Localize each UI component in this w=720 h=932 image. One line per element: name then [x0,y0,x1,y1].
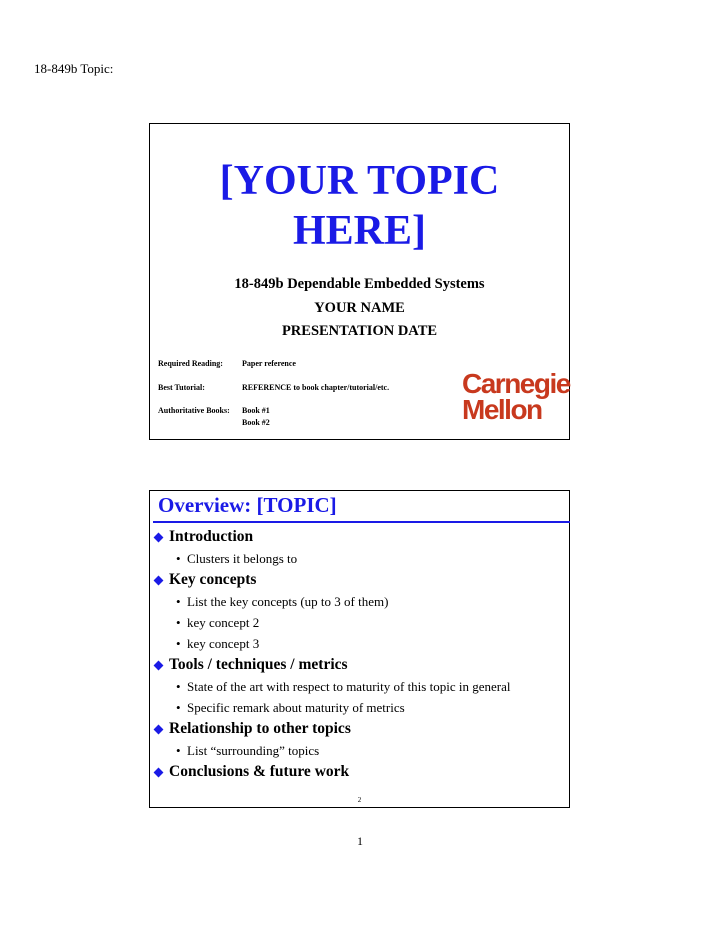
logo-line-1: Carnegie [462,368,570,399]
overview-title: Overview: [TOPIC] [158,493,337,517]
sub-bullet-text: List the key concepts (up to 3 of them) [187,594,389,609]
bullet-item [153,762,566,784]
ref-label: Required Reading: [158,359,223,368]
bullet-item [153,719,566,741]
presenter-name: YOUR NAME [314,300,405,316]
bullet-item [153,655,566,677]
bullet-item [153,570,566,592]
bullet-text: Introduction [169,528,254,545]
dot-icon: • [176,743,181,758]
course-name: 18-849b Dependable Embedded Systems [234,276,485,292]
sub-bullet-text: Specific remark about maturity of metrics [187,700,405,715]
title-slide [149,123,570,440]
ref-value: Book #2 [242,418,270,427]
carnegie-mellon-logo [462,368,570,425]
sub-bullet-item [153,677,566,698]
bullet-item [153,527,566,549]
ref-label: Authoritative Books: [158,406,230,415]
dot-icon: • [176,636,181,651]
sub-bullet-item [153,741,566,762]
sub-bullet-item [153,698,566,719]
sub-bullet-item [153,592,566,613]
ref-value: Book #1 [242,406,270,415]
bullet-text: Key concepts [169,571,257,588]
slide-page-number: 2 [357,796,362,804]
diamond-icon [154,533,164,543]
overview-slide [149,490,570,808]
dot-icon: • [176,551,181,566]
diamond-icon [154,768,164,778]
bullet-text: Relationship to other topics [169,720,351,737]
sub-bullet-text: key concept 2 [187,615,260,630]
dot-icon: • [176,615,181,630]
sub-bullet-item [153,634,566,655]
slide-title-line-2: HERE] [292,208,426,254]
page-footer: 1 [357,834,363,848]
dot-icon: • [176,700,181,715]
diamond-icon [154,576,164,586]
page-header: 18-849b Topic: [34,61,114,76]
ref-label: Best Tutorial: [158,383,205,392]
sub-bullet-item [153,613,566,634]
slide-title-line-1: [YOUR TOPIC [219,158,500,204]
ref-value: Paper reference [242,359,296,368]
sub-bullet-text: Clusters it belongs to [187,551,298,566]
ref-value: REFERENCE to book chapter/tutorial/etc. [242,383,390,392]
bullet-text: Tools / techniques / metrics [169,656,348,673]
dot-icon: • [176,679,181,694]
presentation-date: PRESENTATION DATE [281,323,438,339]
sub-bullet-text: State of the art with respect to maturity of this topic in general [187,679,511,694]
slide-title [150,156,569,256]
logo-line-2: Mellon [462,394,542,425]
dot-icon: • [176,594,181,609]
sub-bullet-text: List “surrounding” topics [187,743,320,758]
bullet-list [153,527,566,784]
title-rule [153,521,570,523]
diamond-icon [154,661,164,671]
diamond-icon [154,725,164,735]
sub-bullet-text: key concept 3 [187,636,260,651]
bullet-text: Conclusions & future work [169,763,350,780]
sub-bullet-item [153,549,566,570]
